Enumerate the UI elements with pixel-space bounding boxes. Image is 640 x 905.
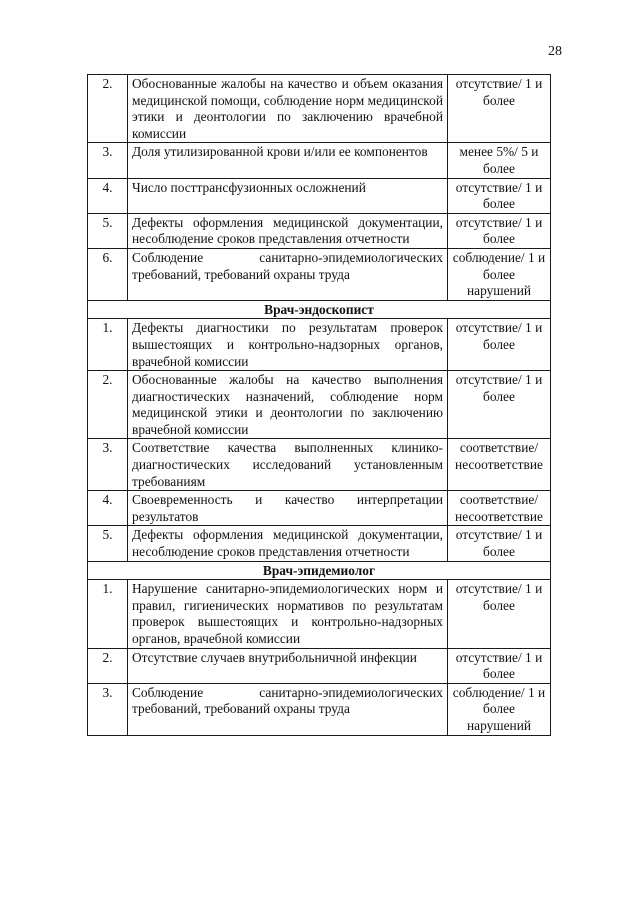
section-header-row bbox=[88, 300, 551, 319]
row-number: 3. bbox=[88, 439, 128, 491]
row-number: 4. bbox=[88, 178, 128, 213]
criterion-text: менее 5%/ 5 и более bbox=[448, 143, 551, 178]
indicator-text: Нарушение санитарно-эпидемиологических норм и правил, гигиенических нормативов по результатам проверок вышестоящих и контрольно-надзорных органов, врачебной комиссии bbox=[128, 580, 448, 648]
row-number: 3. bbox=[88, 143, 128, 178]
row-number: 6. bbox=[88, 248, 128, 300]
indicator-text: Соблюдение санитарно-эпидемиологических требований, требований охраны труда bbox=[128, 248, 448, 300]
row-number: 4. bbox=[88, 491, 128, 526]
table-row bbox=[88, 526, 551, 561]
criterion-text: отсутствие/ 1 и более bbox=[448, 75, 551, 143]
table-row bbox=[88, 683, 551, 735]
row-number: 2. bbox=[88, 648, 128, 683]
page-number: 28 bbox=[548, 44, 562, 59]
table-row bbox=[88, 580, 551, 648]
table-body bbox=[88, 75, 551, 736]
criterion-text: отсутствие/ 1 и более bbox=[448, 580, 551, 648]
row-number: 3. bbox=[88, 683, 128, 735]
section-title: Врач-эпидемиолог bbox=[88, 561, 551, 580]
table-row bbox=[88, 143, 551, 178]
criterion-text: отсутствие/ 1 и более bbox=[448, 648, 551, 683]
criterion-text: отсутствие/ 1 и более bbox=[448, 213, 551, 248]
row-number: 5. bbox=[88, 526, 128, 561]
section-title: Врач-эндоскопист bbox=[88, 300, 551, 319]
indicator-text: Соответствие качества выполненных клинико-диагностических исследований установленным требованиям bbox=[128, 439, 448, 491]
indicator-text: Доля утилизированной крови и/или ее компонентов bbox=[128, 143, 448, 178]
table-row bbox=[88, 178, 551, 213]
criterion-text: отсутствие/ 1 и более bbox=[448, 178, 551, 213]
table-row bbox=[88, 213, 551, 248]
row-number: 2. bbox=[88, 75, 128, 143]
indicator-text: Своевременность и качество интерпретации результатов bbox=[128, 491, 448, 526]
criterion-text: соблюдение/ 1 и более нарушений bbox=[448, 248, 551, 300]
criterion-text: отсутствие/ 1 и более bbox=[448, 319, 551, 371]
criterion-text: соответствие/ несоответствие bbox=[448, 491, 551, 526]
indicator-text: Дефекты диагностики по результатам проверок вышестоящих и контрольно-надзорных органов, врачебной комиссии bbox=[128, 319, 448, 371]
criterion-text: отсутствие/ 1 и более bbox=[448, 526, 551, 561]
row-number: 2. bbox=[88, 371, 128, 439]
row-number: 5. bbox=[88, 213, 128, 248]
indicator-text: Обоснованные жалобы на качество и объем оказания медицинской помощи, соблюдение норм медицинской этики и деонтологии по заключению врачебной комиссии bbox=[128, 75, 448, 143]
indicators-table bbox=[87, 74, 551, 736]
row-number: 1. bbox=[88, 580, 128, 648]
indicator-text: Соблюдение санитарно-эпидемиологических требований, требований охраны труда bbox=[128, 683, 448, 735]
table-row bbox=[88, 439, 551, 491]
criterion-text: соблюдение/ 1 и более нарушений bbox=[448, 683, 551, 735]
indicator-text: Дефекты оформления медицинской документации, несоблюдение сроков представления отчетности bbox=[128, 526, 448, 561]
row-number: 1. bbox=[88, 319, 128, 371]
indicator-text: Дефекты оформления медицинской документации, несоблюдение сроков представления отчетности bbox=[128, 213, 448, 248]
table-row bbox=[88, 75, 551, 143]
table-row bbox=[88, 371, 551, 439]
criterion-text: отсутствие/ 1 и более bbox=[448, 371, 551, 439]
table-row bbox=[88, 491, 551, 526]
indicator-text: Обоснованные жалобы на качество выполнения диагностических назначений, соблюдение норм медицинской этики и деонтологии по заключению врачебной комиссии bbox=[128, 371, 448, 439]
section-header-row bbox=[88, 561, 551, 580]
table-row bbox=[88, 319, 551, 371]
indicator-text: Отсутствие случаев внутрибольничной инфекции bbox=[128, 648, 448, 683]
table-row bbox=[88, 648, 551, 683]
criterion-text: соответствие/ несоответствие bbox=[448, 439, 551, 491]
indicator-text: Число посттрансфузионных осложнений bbox=[128, 178, 448, 213]
table-row bbox=[88, 248, 551, 300]
